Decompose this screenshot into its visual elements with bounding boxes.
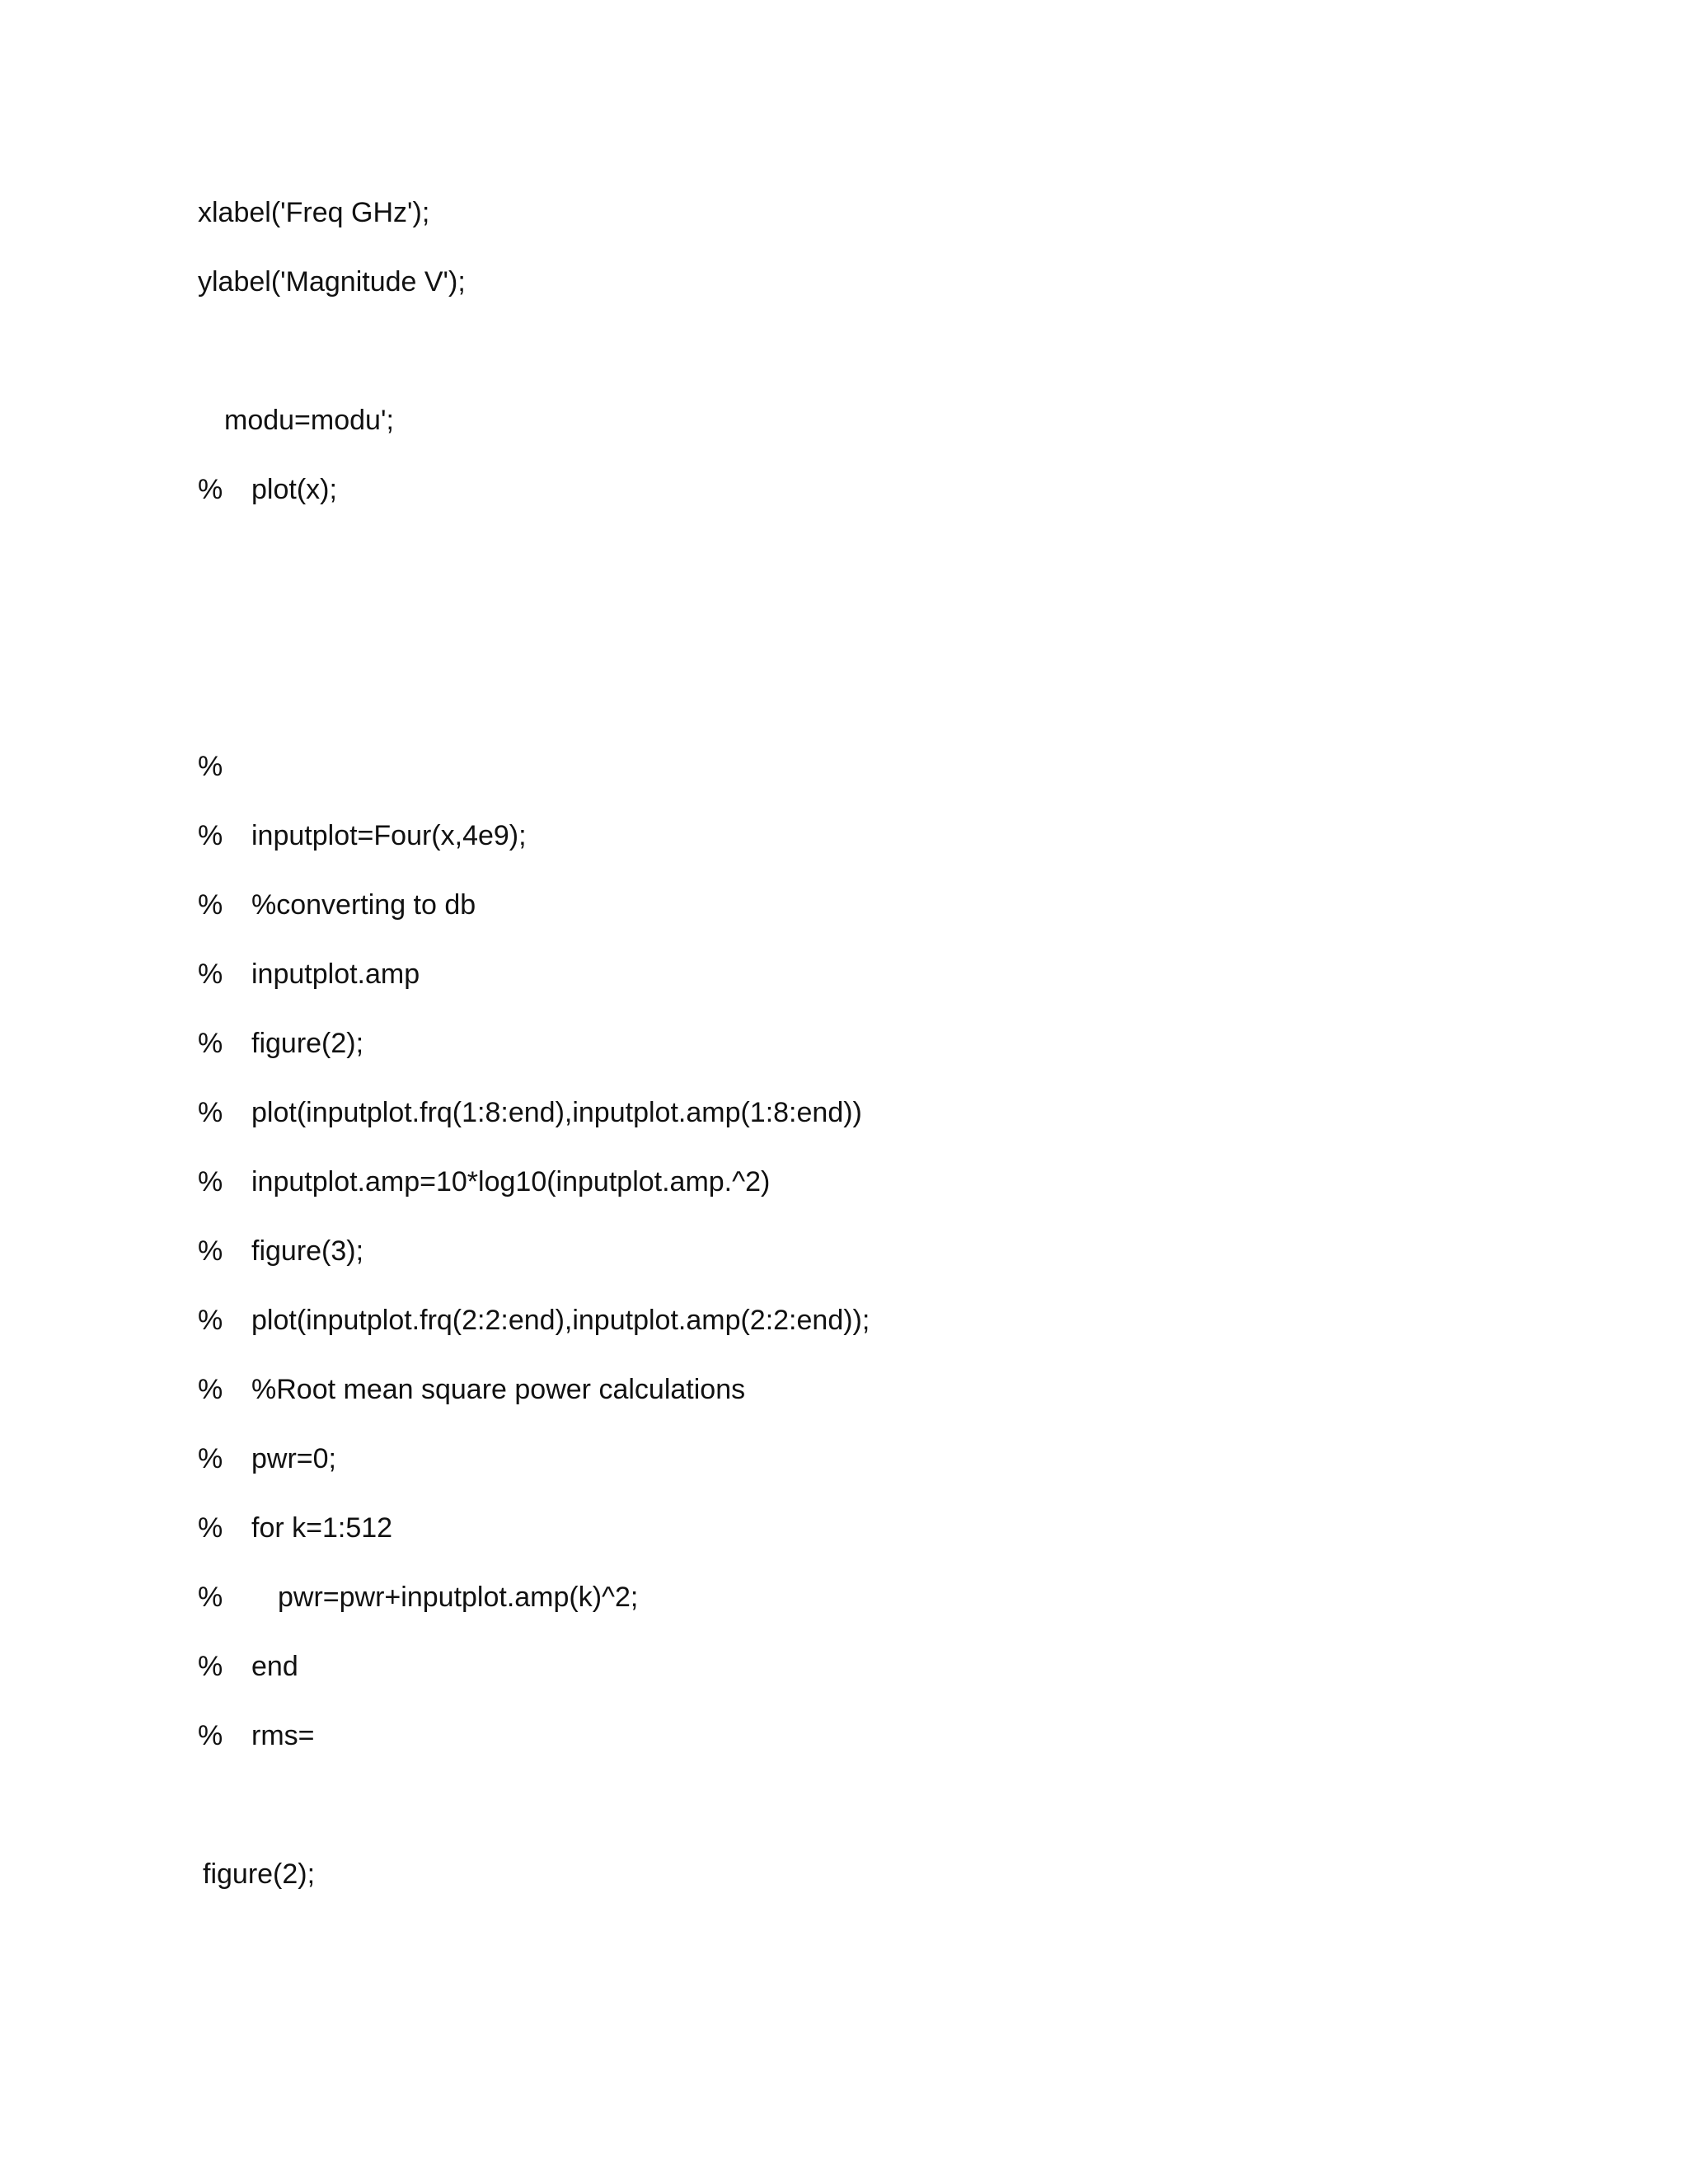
comment-marker: %	[198, 1443, 223, 1474]
comment-marker: %	[198, 1028, 223, 1059]
comment-marker: %	[198, 1235, 223, 1267]
code-line-pwr-accumulate: pwr=pwr+inputplot.amp(k)^2;	[278, 1582, 639, 1613]
code-line-plot-x: plot(x);	[251, 474, 337, 505]
code-line-plot-2-2: plot(inputplot.frq(2:2:end),inputplot.amp(2:2:end));	[251, 1305, 870, 1336]
comment-marker: %	[198, 958, 223, 990]
code-line-inputplot-amp: inputplot.amp	[251, 958, 420, 990]
code-line-figure-2: figure(2);	[251, 1028, 364, 1059]
code-line-converting-comment: %converting to db	[251, 889, 476, 921]
comment-marker: %	[198, 751, 223, 782]
comment-marker: %	[198, 1651, 223, 1682]
comment-marker: %	[198, 1582, 223, 1613]
code-line-rms: rms=	[251, 1720, 315, 1751]
comment-marker: %	[198, 1305, 223, 1336]
code-line-for-loop: for k=1:512	[251, 1512, 393, 1544]
code-line-ylabel: ylabel('Magnitude V');	[198, 266, 466, 298]
comment-marker: %	[198, 1097, 223, 1128]
code-line-inputplot-four: inputplot=Four(x,4e9);	[251, 820, 527, 851]
code-line-plot-1-8: plot(inputplot.frq(1:8:end),inputplot.amp(1:8:end))	[251, 1097, 862, 1128]
code-line-figure-3: figure(3);	[251, 1235, 364, 1267]
code-line-amp-log10: inputplot.amp=10*log10(inputplot.amp.^2)	[251, 1166, 771, 1197]
code-line-rms-comment: %Root mean square power calculations	[251, 1374, 746, 1405]
code-line-xlabel: xlabel('Freq GHz');	[198, 197, 430, 228]
code-line-final-figure: figure(2);	[203, 1858, 316, 1890]
code-line-modu: modu=modu';	[224, 405, 394, 436]
comment-marker: %	[198, 1720, 223, 1751]
comment-marker: %	[198, 889, 223, 921]
comment-marker: %	[198, 1374, 223, 1405]
comment-marker: %	[198, 1166, 223, 1197]
comment-marker: %	[198, 1512, 223, 1544]
comment-marker: %	[198, 474, 223, 505]
code-line-pwr-init: pwr=0;	[251, 1443, 336, 1474]
code-line-end: end	[251, 1651, 298, 1682]
comment-marker: %	[198, 820, 223, 851]
